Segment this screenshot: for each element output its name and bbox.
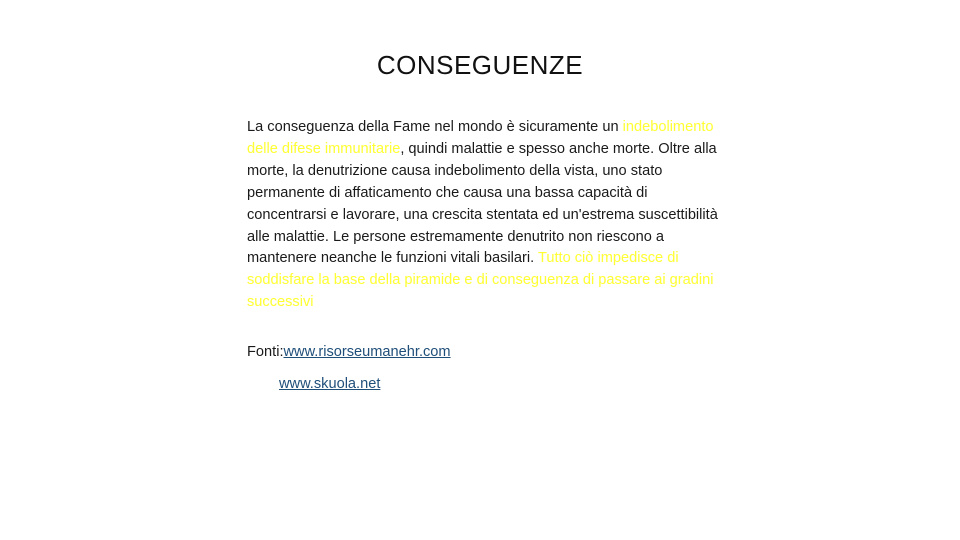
source-link-skuola[interactable]: www.skuola.net [279, 375, 381, 392]
highlight-immune-defenses: indebolimento delle difese immunitarie [247, 119, 714, 157]
sources-line-1 [247, 342, 722, 364]
highlight-pyramid-conclusion: Tutto ciò impedisce di soddisfare la base della piramide e di conseguenza di passare ai gradini successivi [247, 250, 714, 311]
paragraph-text-part1: La conseguenza della Fame nel mondo è sicuramente un [247, 119, 623, 135]
sources-label: Fonti: [247, 344, 284, 360]
paragraph-text-part2: , quindi malattie e spesso anche morte. Oltre alla morte, la denutrizione causa indebolimento della vista, uno stato permanente di affaticamento che causa una bassa capacità di concentrarsi e lavorare, una crescita stentata ed un'estrema suscettibilità alle malattie. Le persone estremamente denutrito non riescono a mantenere neanche le funzioni vitali basilari. [247, 140, 718, 267]
source-link-risorseumanehr[interactable]: www.risorseumanehr.com [283, 344, 451, 360]
slide-title: CONSEGUENZE [376, 50, 584, 80]
sources-block [247, 342, 722, 396]
body-paragraph [247, 117, 722, 314]
sources-line-2 [247, 374, 722, 396]
